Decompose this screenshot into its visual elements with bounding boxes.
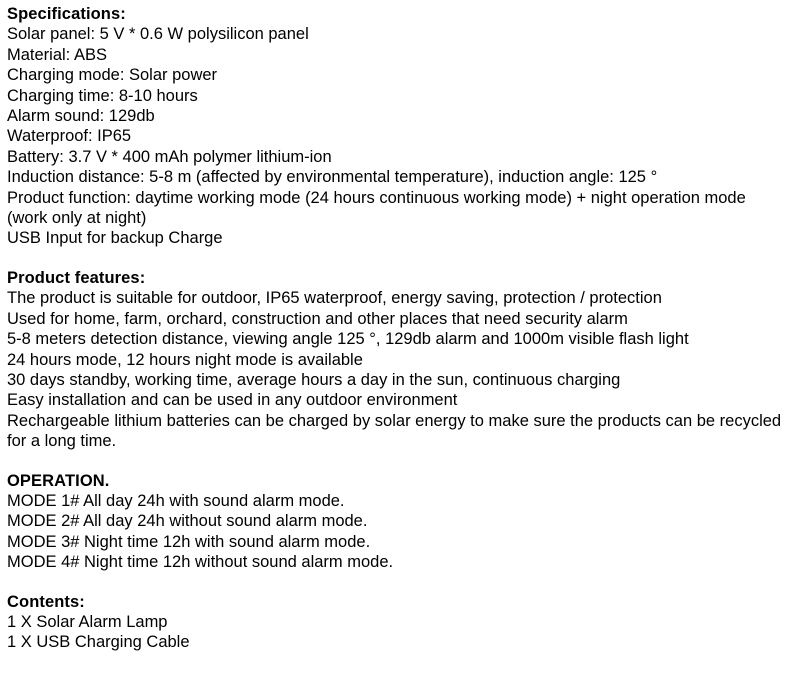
text-line: Battery: 3.7 V * 400 mAh polymer lithium-ion [7, 147, 332, 166]
text-line: Rechargeable lithium batteries can be charged by solar energy to make sure the products can be recycled for a long time. [7, 411, 786, 451]
text-line: USB Input for backup Charge [7, 229, 223, 248]
section-specifications [7, 4, 789, 249]
section-heading-contents: Contents: [7, 592, 85, 611]
text-line: 1 X Solar Alarm Lamp [7, 612, 168, 631]
text-line: Induction distance: 5-8 m (affected by environmental temperature), induction angle: 125 ° [7, 168, 658, 187]
section-contents [7, 592, 789, 653]
text-line: Product function: daytime working mode (24 hours continuous working mode) + night operation mode (work only at night) [7, 188, 751, 228]
text-line: 30 days standby, working time, average hours a day in the sun, continuous charging [7, 370, 621, 389]
text-line: Waterproof: IP65 [7, 127, 132, 146]
text-line: MODE 2# All day 24h without sound alarm mode. [7, 512, 368, 531]
text-line: 24 hours mode, 12 hours night mode is available [7, 350, 363, 369]
sections-container [7, 4, 789, 653]
text-line: Alarm sound: 129db [7, 107, 155, 126]
text-line: Used for home, farm, orchard, construction and other places that need security alarm [7, 309, 628, 328]
section-product-features [7, 268, 789, 452]
section-heading-product-features: Product features: [7, 268, 146, 287]
text-line: MODE 3# Night time 12h with sound alarm mode. [7, 532, 371, 551]
text-line: Charging time: 8-10 hours [7, 86, 198, 105]
text-line: Charging mode: Solar power [7, 66, 218, 85]
section-operation [7, 471, 789, 573]
text-line: Solar panel: 5 V * 0.6 W polysilicon panel [7, 25, 309, 44]
text-line: Easy installation and can be used in any outdoor environment [7, 391, 458, 410]
section-heading-operation: OPERATION. [7, 471, 110, 490]
text-line: 5-8 meters detection distance, viewing angle 125 °, 129db alarm and 1000m visible flash light [7, 330, 689, 349]
text-line: Material: ABS [7, 45, 107, 64]
text-line: MODE 4# Night time 12h without sound alarm mode. [7, 553, 394, 572]
section-heading-specifications: Specifications: [7, 5, 126, 23]
text-line: MODE 1# All day 24h with sound alarm mode. [7, 491, 345, 510]
text-line: The product is suitable for outdoor, IP65 waterproof, energy saving, protection / protection [7, 289, 662, 308]
text-line: 1 X USB Charging Cable [7, 633, 190, 652]
